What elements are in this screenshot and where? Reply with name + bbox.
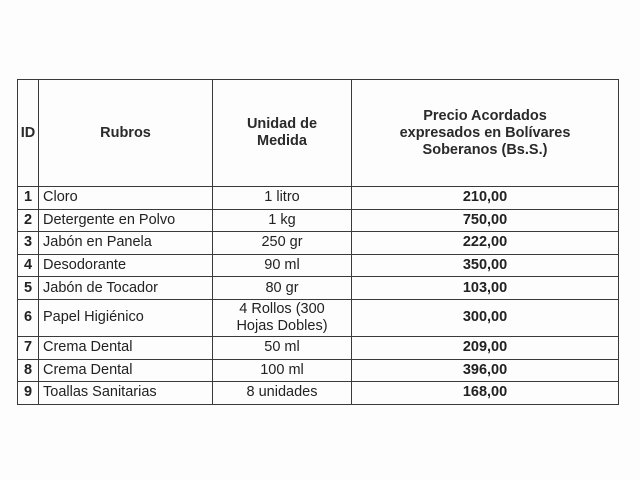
- row-id: 1: [18, 187, 39, 210]
- row-unidad: [213, 299, 352, 336]
- header-unidad-line2: Medida: [257, 133, 307, 149]
- header-precio-line1: Precio Acordados: [423, 107, 547, 124]
- header-precio-line2: expresados en Bolívares: [399, 124, 571, 141]
- header-unidad-line1: Unidad de: [246, 116, 318, 132]
- table-row: [18, 299, 619, 336]
- header-precio-line3: Soberanos (Bs.S.): [422, 141, 548, 158]
- row-unidad: 80 gr: [213, 277, 352, 300]
- row-precio: 168,00: [352, 382, 619, 405]
- row-precio: 396,00: [352, 359, 619, 382]
- row-precio: 210,00: [352, 187, 619, 210]
- row-id: 8: [18, 359, 39, 382]
- row-id: 6: [18, 299, 39, 336]
- table-row: [18, 209, 619, 232]
- row-rubro: Jabón de Tocador: [39, 277, 213, 300]
- row-unidad: 50 ml: [213, 336, 352, 359]
- row-rubro: Crema Dental: [39, 359, 213, 382]
- row-unidad: 100 ml: [213, 359, 352, 382]
- row-precio: 222,00: [352, 232, 619, 255]
- table-row: [18, 254, 619, 277]
- table-row: [18, 336, 619, 359]
- row-id: 3: [18, 232, 39, 255]
- table-row: [18, 232, 619, 255]
- row-rubro: Crema Dental: [39, 336, 213, 359]
- row-unidad: 8 unidades: [213, 382, 352, 405]
- price-table: [17, 79, 619, 405]
- row-unidad: 1 litro: [213, 187, 352, 210]
- row-id: 7: [18, 336, 39, 359]
- row-rubro: Cloro: [39, 187, 213, 210]
- header-precio: [352, 80, 619, 187]
- row-precio: 209,00: [352, 336, 619, 359]
- header-id: ID: [18, 80, 39, 187]
- row-id: 5: [18, 277, 39, 300]
- row-precio: 103,00: [352, 277, 619, 300]
- row-precio: 300,00: [352, 299, 619, 336]
- row-unidad-line1: 4 Rollos (300: [239, 300, 325, 317]
- table-row: [18, 277, 619, 300]
- table-row: [18, 359, 619, 382]
- header-rubros: Rubros: [39, 80, 213, 187]
- row-precio: 350,00: [352, 254, 619, 277]
- header-unidad: [213, 80, 352, 187]
- row-precio: 750,00: [352, 209, 619, 232]
- row-rubro: Detergente en Polvo: [39, 209, 213, 232]
- table-row: [18, 382, 619, 405]
- table-header-row: [18, 80, 619, 187]
- row-id: 4: [18, 254, 39, 277]
- row-id: 9: [18, 382, 39, 405]
- row-unidad: 250 gr: [213, 232, 352, 255]
- row-unidad-line2: Hojas Dobles): [236, 317, 328, 334]
- row-unidad: 1 kg: [213, 209, 352, 232]
- row-rubro: Jabón en Panela: [39, 232, 213, 255]
- table-row: [18, 187, 619, 210]
- row-rubro: Desodorante: [39, 254, 213, 277]
- row-id: 2: [18, 209, 39, 232]
- row-rubro: Toallas Sanitarias: [39, 382, 213, 405]
- row-rubro: Papel Higiénico: [39, 299, 213, 336]
- row-unidad: 90 ml: [213, 254, 352, 277]
